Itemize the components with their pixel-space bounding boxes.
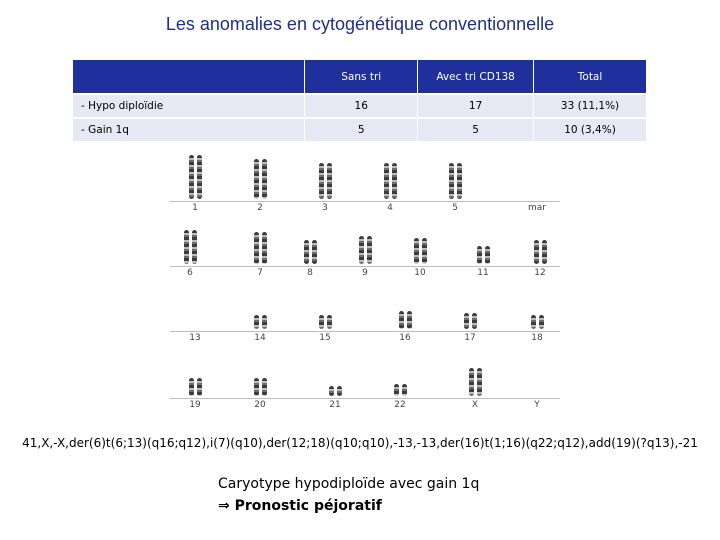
chromosome — [449, 163, 454, 199]
chromosome — [327, 315, 332, 329]
cell-value: 16 — [305, 94, 418, 118]
cell-value: 17 — [418, 94, 534, 118]
chromosome-label: 9 — [362, 268, 368, 278]
conclusion-line-1: Caryotype hypodiploïde avec gain 1q — [218, 476, 480, 492]
chromosome — [472, 313, 477, 329]
chromosome-label: 19 — [189, 400, 201, 410]
implies-arrow-icon: ⇒ — [218, 498, 230, 514]
cell-value: 10 (3,4%) — [534, 118, 647, 141]
chromosome-label: 5 — [452, 203, 458, 213]
chromosome — [367, 236, 372, 264]
karyotype-row-line — [170, 331, 560, 332]
slide-title: Les anomalies en cytogénétique conventionnelle — [165, 14, 555, 34]
table-row — [73, 118, 647, 141]
cell-value: 33 (11,1%) — [534, 94, 647, 118]
chromosome — [254, 232, 259, 264]
header-total: Total — [534, 60, 647, 94]
chromosome-label: 22 — [394, 400, 406, 410]
karyotype-formula: 41,X,-X,der(6)t(6;13)(q16;q12),i(7)(q10),der(12;18)(q10;q10),-13,-13,der(16)t(1;16)(q22;q12),add(19)(?q13),-21 — [22, 436, 698, 450]
chromosome — [457, 163, 462, 199]
chromosome — [399, 311, 404, 329]
karyotype-row-line — [170, 398, 560, 399]
chromosome-label: X — [471, 400, 479, 410]
chromosome — [422, 238, 427, 264]
chromosome — [254, 378, 259, 396]
conclusion-line-2 — [218, 495, 479, 517]
chromosome-label: 17 — [464, 333, 476, 343]
chromosome — [319, 315, 324, 329]
karyotype-image — [165, 148, 565, 412]
header-empty — [73, 60, 305, 94]
karyotype-row-line — [170, 201, 560, 202]
chromosome-label: 18 — [531, 333, 543, 343]
chromosome-label: 13 — [189, 333, 201, 343]
chromosome — [477, 246, 482, 264]
cell-value: 5 — [418, 118, 534, 141]
conclusion — [218, 473, 479, 517]
chromosome-label: 21 — [329, 400, 341, 410]
chromosome — [254, 315, 259, 329]
chromosome — [392, 163, 397, 199]
chromosome-label: 8 — [307, 268, 313, 278]
prognosis-text: Pronostic péjoratif — [234, 498, 382, 514]
header-avec-tri: Avec tri CD138 — [418, 60, 534, 94]
anomalies-table — [73, 60, 647, 141]
chromosome-label: 20 — [254, 400, 266, 410]
chromosome — [464, 313, 469, 329]
chromosome — [192, 230, 197, 264]
chromosome — [477, 368, 482, 396]
chromosome-label: 14 — [254, 333, 266, 343]
row-label: - Gain 1q — [73, 118, 305, 141]
chromosome — [394, 384, 399, 396]
header-sans-tri: Sans tri — [305, 60, 418, 94]
chromosome-label: Y — [534, 400, 540, 410]
cell-value: 5 — [305, 118, 418, 141]
chromosome — [262, 159, 267, 199]
chromosome — [542, 240, 547, 264]
chromosome — [539, 315, 544, 329]
chromosome — [359, 236, 364, 264]
chromosome — [254, 159, 259, 199]
chromosome — [534, 240, 539, 264]
chromosome — [384, 163, 389, 199]
chromosome-label: 11 — [477, 268, 489, 278]
chromosome-label: 16 — [399, 333, 411, 343]
chromosome — [312, 240, 317, 264]
chromosome — [184, 230, 189, 264]
chromosome-label: 3 — [322, 203, 328, 213]
chromosome — [469, 368, 474, 396]
table-row — [73, 94, 647, 118]
chromosome — [327, 163, 332, 199]
chromosome — [337, 386, 342, 396]
chromosome — [262, 232, 267, 264]
chromosome — [414, 238, 419, 264]
chromosome-label: 15 — [319, 333, 331, 343]
chromosome-label: 6 — [187, 268, 193, 278]
chromosome-label: 12 — [534, 268, 546, 278]
chromosome-label: 1 — [192, 203, 198, 213]
chromosome — [197, 155, 202, 199]
chromosome-label: mar — [528, 203, 546, 213]
chromosome — [329, 386, 334, 396]
chromosome — [262, 378, 267, 396]
chromosome-label: 7 — [257, 268, 263, 278]
chromosome — [189, 155, 194, 199]
chromosome — [407, 311, 412, 329]
chromosome-label: 10 — [414, 268, 426, 278]
chromosome-label: 4 — [387, 203, 393, 213]
row-label: - Hypo diploïdie — [73, 94, 305, 118]
chromosome — [189, 378, 194, 396]
chromosome — [402, 384, 407, 396]
karyotype-row-line — [170, 266, 560, 267]
chromosome — [262, 315, 267, 329]
chromosome-label: 2 — [257, 203, 263, 213]
chromosome — [531, 315, 536, 329]
chromosome — [197, 378, 202, 396]
chromosome — [485, 246, 490, 264]
chromosome — [319, 163, 324, 199]
table-header-row — [73, 60, 647, 94]
chromosome — [304, 240, 309, 264]
